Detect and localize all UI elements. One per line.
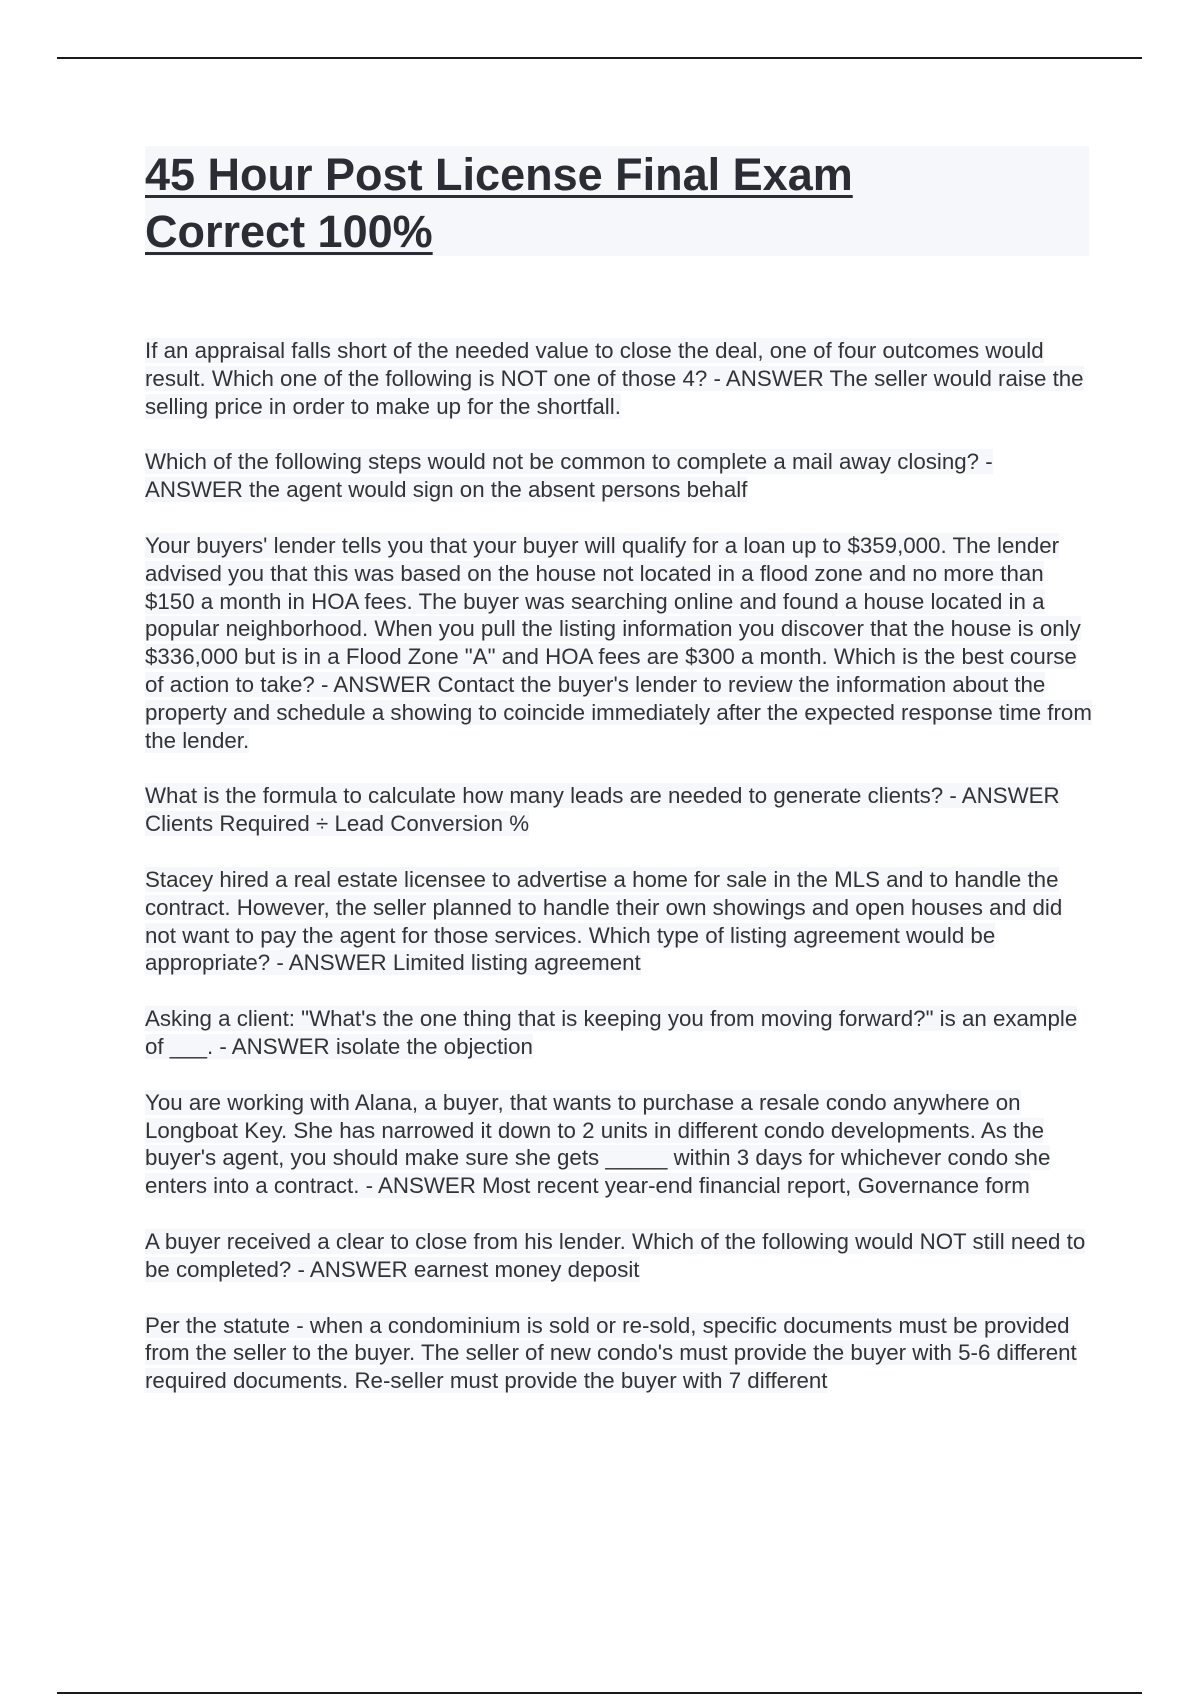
qa-item-7 — [145, 1089, 1095, 1200]
qa-text: Asking a client: "What's the one thing that is keeping you from moving forward?" is an example of ___. - ANSWER isolate the objection — [145, 1006, 1078, 1059]
qa-text: What is the formula to calculate how many leads are needed to generate clients? - ANSWER Clients Required ÷ Lead Conversion % — [145, 783, 1060, 837]
qa-text: A buyer received a clear to close from his lender. Which of the following would NOT still need to be completed? - ANSWER earnest money deposit — [145, 1228, 1086, 1282]
qa-text: Per the statute - when a condominium is sold or re-sold, specific documents must be provided from the seller to the buyer. The seller of new condo's must provide the buyer with 5-6 different required documents. Re-seller must provide the buyer with 7 different — [145, 1312, 1077, 1394]
title-block — [145, 146, 1089, 256]
top-rule — [57, 57, 1142, 59]
qa-text: You are working with Alana, a buyer, that wants to purchase a resale condo anywhere on Longboat Key. She has narrowed it down to 2 units in different condo developments. As the buyer's agent, you should make sure she gets _____ within 3 days for whichever condo she enters into a contract. - ANSWER Most recent year-end financial report, Governance form — [145, 1089, 1051, 1199]
qa-text: Stacey hired a real estate licensee to advertise a home for sale in the MLS and to handle the contract. However, the seller planned to handle their own showings and open houses and did not want to pay the agent for those services. Which type of listing agreement would be appropriate? - ANSWER Limited listing agreement — [145, 866, 1063, 976]
qa-text: Which of the following steps would not be common to complete a mail away closing? - ANSWER the agent would sign on the absent persons behalf — [145, 449, 993, 503]
qa-text: If an appraisal falls short of the needed value to close the deal, one of four outcomes would result. Which one of the following is NOT one of those 4? - ANSWER The seller would raise the selling price in order to make up for the shortfall. — [145, 338, 1084, 419]
bottom-rule — [57, 1692, 1142, 1694]
qa-item-1 — [145, 337, 1095, 420]
qa-text: Your buyers' lender tells you that your buyer will qualify for a loan up to $359,000. The lender advised you that this was based on the house not located in a flood zone and no more than $150 a month in HOA fees. The buyer was searching online and found a house located in a popular neighborhood. When you pull the listing information you discover that the house is only $336,000 but is in a Flood Zone "A" and HOA fees are $300 a month. Which is the best course of action to take? - ANSWER Contact the buyer's lender to review the information about the property and schedule a showing to coincide immediately after the expected response time from the lender. — [145, 532, 1092, 753]
qa-item-9 — [145, 1312, 1095, 1395]
qa-item-3 — [145, 532, 1095, 754]
qa-item-5 — [145, 866, 1095, 977]
qa-item-2 — [145, 448, 1095, 504]
qa-item-6 — [145, 1005, 1095, 1061]
page-title: 45 Hour Post License Final Exam Correct 100% — [145, 149, 853, 257]
qa-item-8 — [145, 1228, 1095, 1284]
qa-item-4 — [145, 782, 1095, 838]
qa-list — [145, 337, 1095, 1423]
